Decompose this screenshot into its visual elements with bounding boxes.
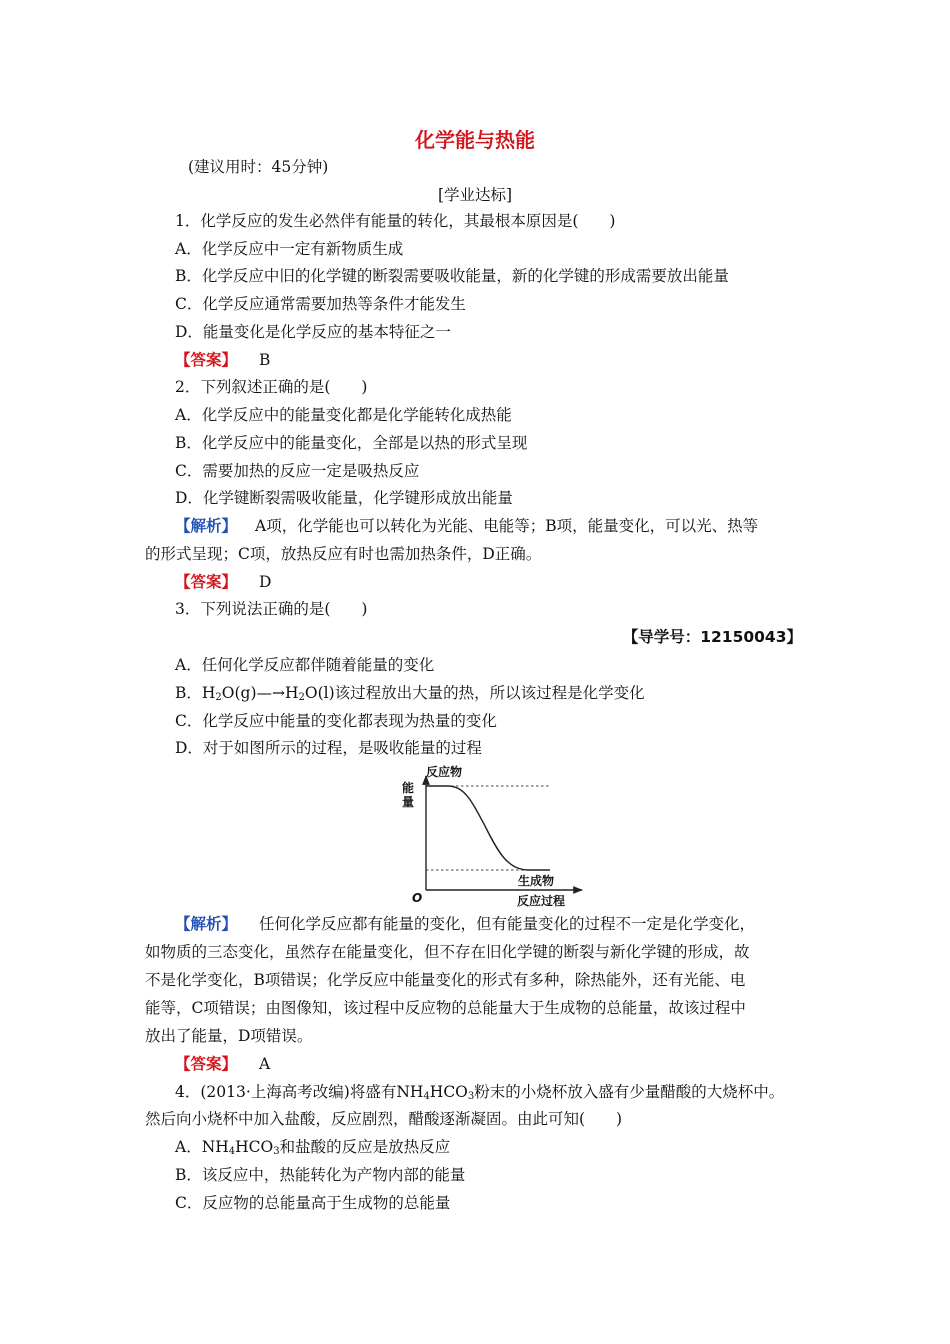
q3-analysis-line-4: 能等，C项错误；由图像知，该过程中反应物的总能量大于生成物的总能量，故该过程中: [145, 999, 746, 1017]
q4-stem-line-2: 然后向小烧杯中加入盐酸，反应剧烈，醋酸逐渐凝固。由此可知( ): [145, 1110, 623, 1128]
q3-option-a: A．任何化学反应都伴随着能量的变化: [175, 656, 435, 674]
q1-option-d: D．能量变化是化学反应的基本特征之一: [175, 323, 451, 341]
y-axis-label-2: 量: [402, 795, 415, 809]
q1-option-a: A．化学反应中一定有新物质生成: [175, 240, 404, 258]
q2-option-d: D．化学键断裂需吸收能量，化学键形成放出能量: [175, 489, 513, 507]
q3-stem: 3．下列说法正确的是( ): [175, 600, 368, 618]
q2-option-a: A．化学反应中的能量变化都是化学能转化成热能: [175, 406, 512, 424]
q2-option-b: B．化学反应中的能量变化，全部是以热的形式呈现: [175, 434, 528, 452]
analysis-tag: 【解析】: [175, 517, 238, 535]
q1-option-b: B．化学反应中旧的化学键的断裂需要吸收能量，新的化学键的形成需要放出能量: [175, 267, 729, 285]
analysis-tag: 【解析】: [175, 915, 238, 933]
q3-analysis-line-2: 如物质的三态变化，虽然存在能量变化，但不存在旧化学键的断裂与新化学键的形成，故: [145, 943, 750, 961]
answer-tag: 【答案】: [175, 1055, 238, 1073]
page-title: 化学能与热能: [415, 128, 535, 152]
energy-curve: [426, 786, 550, 870]
q2-answer-value: D: [259, 573, 272, 591]
q2-answer: [175, 572, 271, 592]
reactant-label: 反应物: [426, 765, 463, 779]
x-axis-label: 反应过程: [517, 894, 566, 908]
q2-analysis-line-1: 【解析】 A项，化学能也可以转化为光能、电能等；B项，能量变化，可以光、热等: [175, 517, 759, 535]
answer-tag: 【答案】: [175, 573, 238, 591]
q4-option-a: A．$NH_4HCO_3$和盐酸的反应是放热反应: [175, 1138, 451, 1157]
q3-answer: [175, 1054, 270, 1074]
q3-analysis-line-5: 放出了能量，D项错误。: [145, 1027, 313, 1045]
q2-option-c: C．需要加热的反应一定是吸热反应: [175, 462, 420, 480]
q4-option-c: C．反应物的总能量高于生成物的总能量: [175, 1194, 451, 1212]
origin-label: O: [412, 891, 423, 905]
answer-tag: 【答案】: [175, 351, 238, 369]
section-heading: [学业达标]: [437, 186, 513, 204]
time-note: (建议用时：45分钟): [188, 158, 329, 176]
q3-option-c: C．化学反应中能量的变化都表现为热量的变化: [175, 712, 497, 730]
guide-number: 【导学号：12150043】: [622, 628, 802, 646]
q2-analysis-line-2: 的形式呈现；C项，放热反应有时也需加热条件，D正确。: [145, 545, 542, 563]
q2-stem: 2．下列叙述正确的是( ): [175, 378, 368, 396]
q3-option-b: B．$H_2O(g)—\to H_2O(l)$该过程放出大量的热，所以该过程是化学变化: [175, 684, 645, 703]
q4-stem-line-1: 4．(2013·上海高考改编)将盛有$NH_4HCO_3$粉末的小烧杯放入盛有少量醋酸的大烧杯中。: [175, 1083, 785, 1102]
q3-analysis-line-1: 【解析】 任何化学反应都有能量的变化，但有能量变化的过程不一定是化学变化，: [175, 915, 756, 933]
q1-option-c: C．化学反应通常需要加热等条件才能发生: [175, 295, 466, 313]
q1-answer: [175, 350, 270, 370]
q3-analysis-line-3: 不是化学变化，B项错误；化学反应中能量变化的形式有多种，除热能外，还有光能、电: [145, 971, 746, 989]
product-label: 生成物: [518, 874, 555, 888]
energy-diagram: [390, 762, 600, 912]
q3-option-d: D．对于如图所示的过程，是吸收能量的过程: [175, 739, 482, 757]
q3-answer-value: A: [259, 1055, 271, 1073]
q1-stem: 1．化学反应的发生必然伴有能量的转化，其最根本原因是( ): [175, 212, 616, 230]
q1-answer-value: B: [259, 351, 271, 369]
y-axis-label-1: 能: [402, 781, 415, 795]
q4-option-b: B．该反应中，热能转化为产物内部的能量: [175, 1166, 466, 1184]
